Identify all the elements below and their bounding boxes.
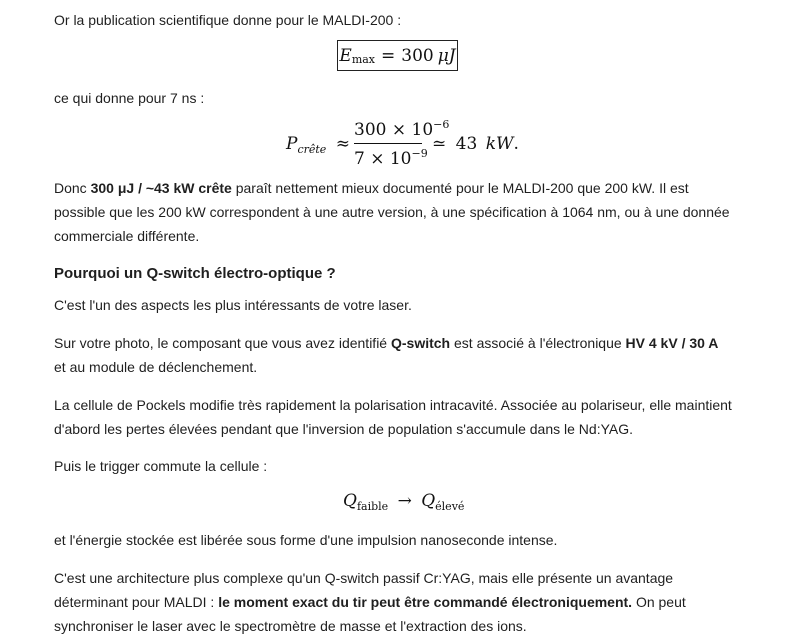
emax-box <box>337 40 458 71</box>
photo-part1: Sur votre photo, le composant que vous avez identifié <box>54 335 391 351</box>
q-left-symbol: Q <box>343 491 357 511</box>
aspect-paragraph <box>54 293 754 317</box>
peak-simeq: ≃ <box>432 134 447 154</box>
fraction-denominator <box>354 147 428 173</box>
peak-period: . <box>513 134 519 154</box>
conclusion-bold: 300 μJ / ~43 kW crête <box>90 180 232 196</box>
arch-line2-part1: déterminant pour MALDI : <box>54 594 219 610</box>
peak-symbol: P <box>286 134 298 154</box>
emax-value: 300 <box>401 45 434 66</box>
peak-power-equation <box>286 116 519 171</box>
conclusion-prefix: Donc <box>54 180 91 196</box>
pockels-line1: La cellule de Pockels modifie très rapidement la polarisation intracavité. Associée au polariseur, elle maintient <box>54 397 732 413</box>
conclusion-line3: commerciale différente. <box>54 228 200 244</box>
conclusion-line2: possible que les 200 kW correspondent à une autre version, à une spécification à 1064 nm, ou à une donnée <box>54 204 730 220</box>
emax-unit: μJ <box>437 45 456 66</box>
after-emax-text: ce qui donne pour 7 ns : <box>54 90 205 106</box>
peak-approx: ≈ <box>335 134 350 154</box>
section-heading: Pourquoi un Q-switch électro-optique ? <box>54 265 336 282</box>
q-transition-equation <box>343 489 463 513</box>
peak-fraction <box>354 116 450 171</box>
peak-subscript: crête <box>297 143 327 156</box>
q-arrow: → <box>397 491 412 511</box>
conclusion-paragraph <box>54 176 754 248</box>
photo-line2: et au module de déclenchement. <box>54 359 258 375</box>
arch-line2-bold: le moment exact du tir peut être commandé électroniquement. <box>218 594 633 610</box>
peak-lhs <box>286 132 350 158</box>
arch-line2-part2: On peut <box>632 594 686 610</box>
denominator-base: 7 × 10 <box>354 149 412 169</box>
numerator-exponent: −6 <box>433 118 450 131</box>
photo-bold-qswitch: Q-switch <box>390 335 451 351</box>
fraction-bar <box>354 143 422 144</box>
photo-bold-hv: HV 4 kV / 30 A <box>625 335 719 351</box>
arch-line3: synchroniser le laser avec le spectromètre de masse et l'extraction des ions. <box>54 618 527 634</box>
architecture-paragraph <box>54 566 754 638</box>
emax-symbol: E <box>339 45 352 66</box>
after-emax-paragraph <box>54 86 754 110</box>
intro-text: Or la publication scientifique donne pour le MALDI-200 : <box>54 12 402 28</box>
q-left-subscript: faible <box>356 500 389 513</box>
q-right-subscript: élevé <box>435 500 465 513</box>
arch-line1: C'est une architecture plus complexe qu'un Q-switch passif Cr:YAG, mais elle présente un avantage <box>54 570 674 586</box>
pockels-line2: d'abord les pertes élevées pendant que l'inversion de population s'accumule dans le Nd:YAG. <box>54 421 634 437</box>
emax-equals: = <box>381 45 396 66</box>
aspect-text: C'est l'un des aspects les plus intéressants de votre laser. <box>54 297 412 313</box>
conclusion-line1-rest: paraît nettement mieux documenté pour le MALDI-200 que 200 kW. Il est <box>231 180 689 196</box>
photo-part2: est associé à l'électronique <box>450 335 626 351</box>
numerator-base: 300 × 10 <box>354 120 434 140</box>
fraction-numerator <box>354 118 450 144</box>
emax-subscript: max <box>351 52 376 66</box>
intro-paragraph <box>54 8 754 32</box>
emax-equation <box>337 40 458 71</box>
energy-paragraph <box>54 528 754 552</box>
q-right-symbol: Q <box>421 491 436 511</box>
energy-text: et l'énergie stockée est libérée sous forme d'une impulsion nanoseconde intense. <box>54 532 558 548</box>
photo-paragraph <box>54 331 754 379</box>
trigger-text: Puis le trigger commute la cellule : <box>54 458 268 474</box>
peak-rhs <box>432 132 519 156</box>
peak-result: 43 <box>455 134 478 154</box>
pockels-paragraph <box>54 393 754 441</box>
peak-unit: kW <box>485 134 514 154</box>
denominator-exponent: −9 <box>411 147 428 160</box>
trigger-paragraph <box>54 454 754 478</box>
